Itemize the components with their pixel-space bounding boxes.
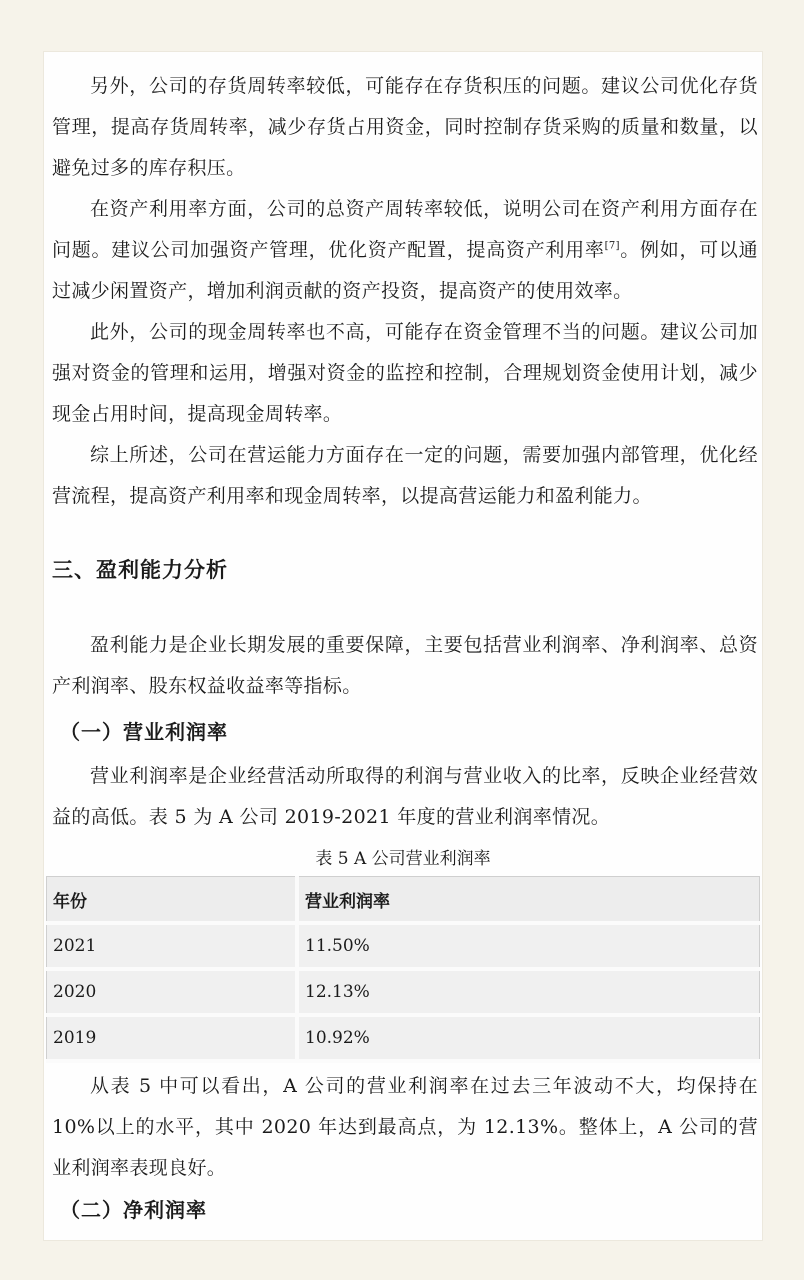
asset-text-part1: 在资产利用率方面，公司的总资产周转率较低，说明公司在资产利用方面存在问题。建议公司加强资产管理，优化资产配置，提高资产利用率 [52,198,758,261]
citation-marker: [7] [604,240,620,252]
paragraph-summary: 综上所述，公司在营运能力方面存在一定的问题，需要加强内部管理，优化经营流程，提高资产利用率和现金周转率，以提高营运能力和盈利能力。 [52,444,758,507]
paragraph-profitability-intro: 盈利能力是企业长期发展的重要保障，主要包括营业利润率、净利润率、总资产利润率、股东权益收益率等指标。 [52,634,758,697]
paragraph-inventory: 另外，公司的存货周转率较低，可能存在存货积压的问题。建议公司优化存货管理，提高存货周转率，减少存货占用资金，同时控制存货采购的质量和数量，以避免过多的库存积压。 [52,75,758,179]
cell-year: 2020 [47,969,298,1015]
paragraph-cash-turnover: 此外，公司的现金周转率也不高，可能存在资金管理不当的问题。建议公司加强对资金的管理和运用，增强对资金的监控和控制，合理规划资金使用计划，减少现金占用时间，提高现金周转率。 [52,321,758,425]
table-row [47,969,760,1015]
table-row [47,1015,760,1061]
paragraph-operating-margin-intro: 营业利润率是企业经营活动所取得的利润与营业收入的比率，反映企业经营效益的高低。表 5 为 A 公司 2019-2021 年度的营业利润率情况。 [52,765,758,828]
table-caption: 表 5 A 公司营业利润率 [315,849,491,869]
cell-margin: 10.92% [297,1015,760,1061]
cell-year: 2021 [47,923,298,969]
table-row [47,923,760,969]
cell-margin: 11.50% [297,923,760,969]
subsection-heading-operating-margin: （一）营业利润率 [60,720,228,744]
asset-text-part2: 。例如，可以通过减少闲置资产，增加利润贡献的资产投资，提高资产的使用效率。 [52,239,758,302]
paragraph-asset-utilization [52,189,758,312]
table-header-row [47,877,760,924]
paragraph-table-analysis: 从表 5 中可以看出，A 公司的营业利润率在过去三年波动不大，均保持在 10%以上的水平，其中 2020 年达到最高点，为 12.13%。整体上，A 公司的营业利润率表现良好。 [52,1075,758,1179]
operating-margin-table [46,876,760,1063]
document-page [44,52,762,1240]
subsection-heading-net-margin: （二）净利润率 [60,1198,207,1222]
column-header-margin: 营业利润率 [297,877,760,924]
cell-year: 2019 [47,1015,298,1061]
column-header-year: 年份 [47,877,298,924]
cell-margin: 12.13% [297,969,760,1015]
section-heading-profitability: 三、盈利能力分析 [52,558,228,582]
